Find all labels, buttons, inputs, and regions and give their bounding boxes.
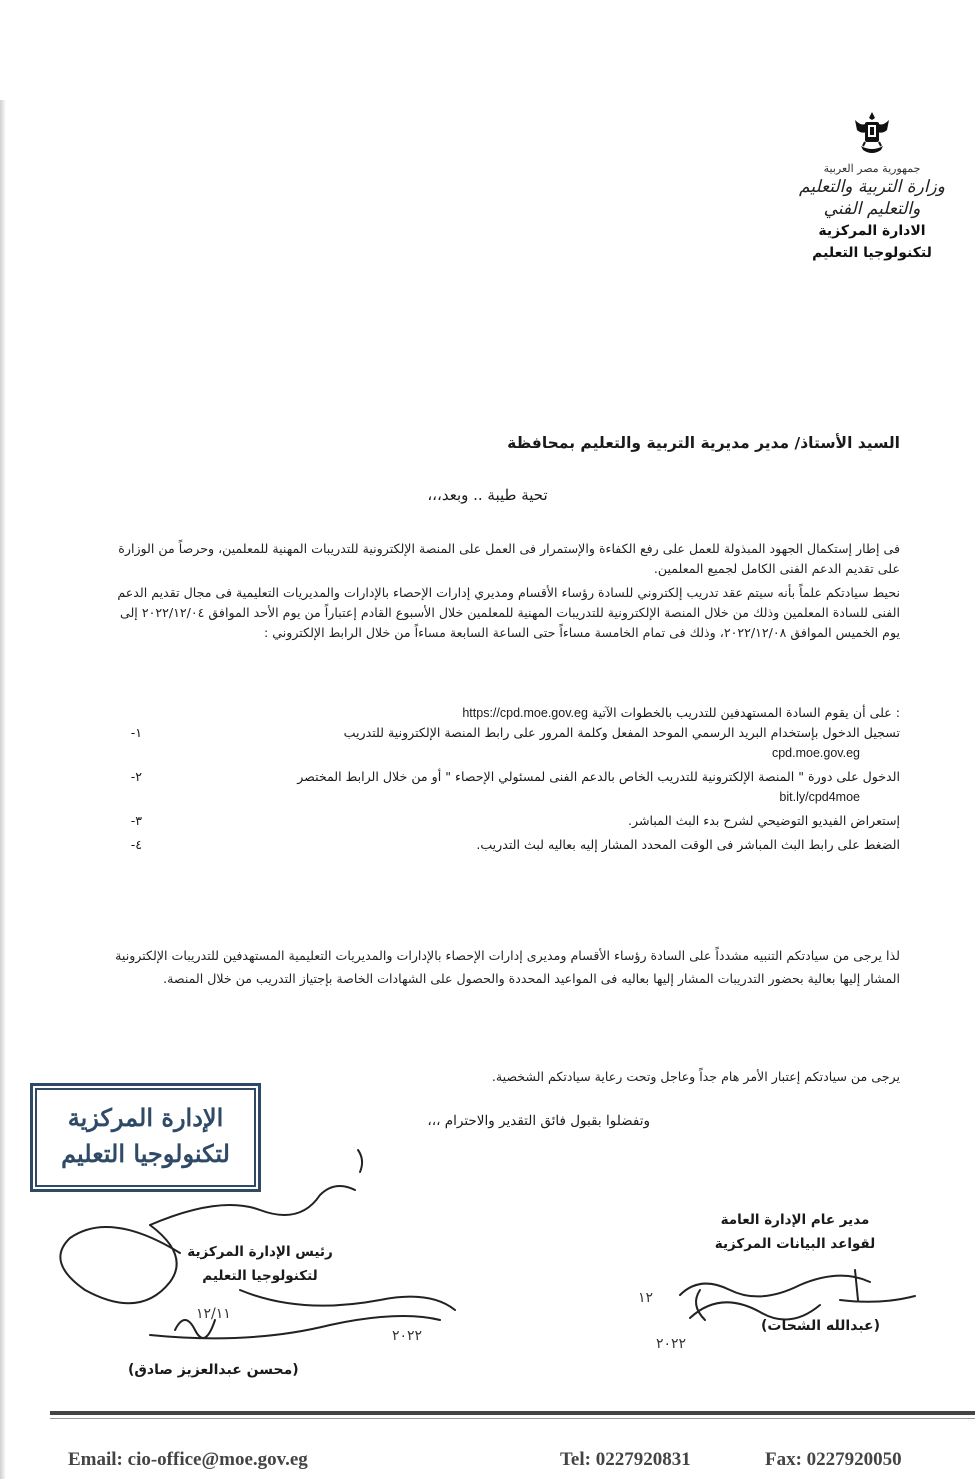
- paragraph-instruction: لذا يرجى من سيادتكم التنبيه مشدداً على السادة رؤساء الأقسام ومديرى إدارات الإحصاء بالإدارات والمديريات التعليمية المستهدفين للتدريبات الإلكترونية المشار إليها بعالية بحضور التدريبات المشار إليها بعاليه فى المواعيد المحددة والحصول على الشهادات الخاصة بإجتياز التدريب من خلال المنصة.: [115, 948, 900, 986]
- left-signature-block: [110, 1240, 410, 1288]
- step-text-content: إستعراض الفيديو التوضيحي لشرح بدء البث المباشر.: [628, 813, 900, 828]
- url-line-suffix: على أن يقوم السادة المستهدفين للتدريب بالخطوات الآتية :: [591, 705, 900, 720]
- recipient-line: السيد الأستاذ/ مدير مديرية التربية والتعليم بمحافظة: [507, 434, 900, 452]
- step-number: ١-: [130, 725, 142, 740]
- stamp-line-2: لتكنولوجيا التعليم: [61, 1139, 230, 1168]
- ministry-name: وزارة التربية والتعليم: [799, 177, 945, 197]
- step-text-content: الضغط على رابط البث المباشر فى الوقت المحدد المشار إليه بعاليه لبث التدريب.: [476, 837, 900, 852]
- closing-line: وتفضلوا بقبول فائق التقدير والاحترام ،،،: [427, 1113, 650, 1129]
- date-mark: ٢٠٢٢: [392, 1328, 423, 1344]
- paragraph-urgency: يرجى من سيادتكم إعتبار الأمر هام جداً وعاجل وتحت رعاية سيادتكم الشخصية.: [491, 1069, 900, 1084]
- footer-email[interactable]: Email: cio-office@moe.gov.eg: [68, 1449, 308, 1470]
- step-text-content: تسجيل الدخول بإستخدام البريد الرسمي الموحد المفعل وكلمة المرور على رابط المنصة الإلكترونية للتدريب: [343, 725, 900, 740]
- platform-url-link[interactable]: https://cpd.moe.gov.eg: [462, 706, 588, 720]
- step-link[interactable]: cpd.moe.gov.eg: [771, 746, 860, 760]
- step-number: ٢-: [130, 769, 142, 784]
- footer-fax: Fax: 0227920050: [765, 1449, 902, 1470]
- footer-divider: [50, 1411, 975, 1415]
- ministry-subname: والتعليم الفني: [823, 199, 921, 219]
- paragraph-announcement: نحيط سيادتكم علماً بأنه سيتم عقد تدريب إلكتروني للسادة رؤساء الأقسام ومديري إدارات الإحصاء بالإدارات والمديريات التعليمية فى مجال تقديم الدعم الفنى للسادة المعلمين وذلك من خلال المنصة الإلكترونية للتدريبات المهنية للمعلمين خلال الأسبوع القادم إعتباراً من يوم الأحد الموافق ٢٠٢٢/١٢/٠٤ إلى يوم الخميس الموافق ٢٠٢٢/١٢/٠٨، وذلك فى تمام الخامسة مساءاً حتى الساعة السابعة مساءاً من خلال الرابط الإلكتروني :: [117, 585, 900, 640]
- date-mark: ١٢/١١: [196, 1306, 231, 1322]
- stamp-line-1: الإدارة المركزية: [67, 1103, 224, 1132]
- right-signature-scribble: [680, 1270, 915, 1320]
- date-mark: ١٢: [638, 1290, 654, 1306]
- department-subname: لتكنولوجيا التعليم: [812, 245, 932, 261]
- ministry-country: جمهورية مصر العربية: [823, 162, 921, 175]
- right-signatory-name: (عبدالله الشحات): [760, 1318, 880, 1334]
- right-signatory-title: مدير عام الإدارة العامة: [720, 1212, 870, 1228]
- footer-telephone: Tel: 0227920831: [560, 1449, 691, 1470]
- step-link[interactable]: bit.ly/cpd4moe: [779, 790, 860, 804]
- paragraph-intro: فى إطار إستكمال الجهود المبذولة للعمل على رفع الكفاءة والإستمرار فى العمل على المنصة الإلكترونية للتدريبات المهنية للمعلمين، وحرصاً من الوزارة على تقديم الدعم الفنى الكامل لجميع المعلمين.: [118, 541, 900, 576]
- department-name: الادارة المركزية: [818, 223, 926, 239]
- step-number: ٤-: [130, 837, 142, 852]
- date-mark: ٢٠٢٢: [656, 1336, 687, 1352]
- right-signatory-subtitle: لقواعد البيانات المركزية: [714, 1236, 876, 1252]
- step-text-content: الدخول على دورة " المنصة الإلكترونية للتدريب الخاص بالدعم الفنى لمسئولي الإحصاء " أو من خلال الرابط المختصر: [297, 769, 900, 784]
- left-signatory-subtitle: لتكنولوجيا التعليم: [202, 1268, 318, 1284]
- footer-divider-thin: [50, 1418, 975, 1419]
- step-number: ٣-: [130, 813, 142, 828]
- left-signatory-title: رئيس الإدارة المركزية: [187, 1244, 333, 1260]
- greeting: تحية طيبة .. وبعد،،،: [427, 486, 548, 504]
- right-signature-block: [675, 1208, 915, 1256]
- left-signatory-name: (محسن عبدالعزيز صادق): [128, 1362, 299, 1378]
